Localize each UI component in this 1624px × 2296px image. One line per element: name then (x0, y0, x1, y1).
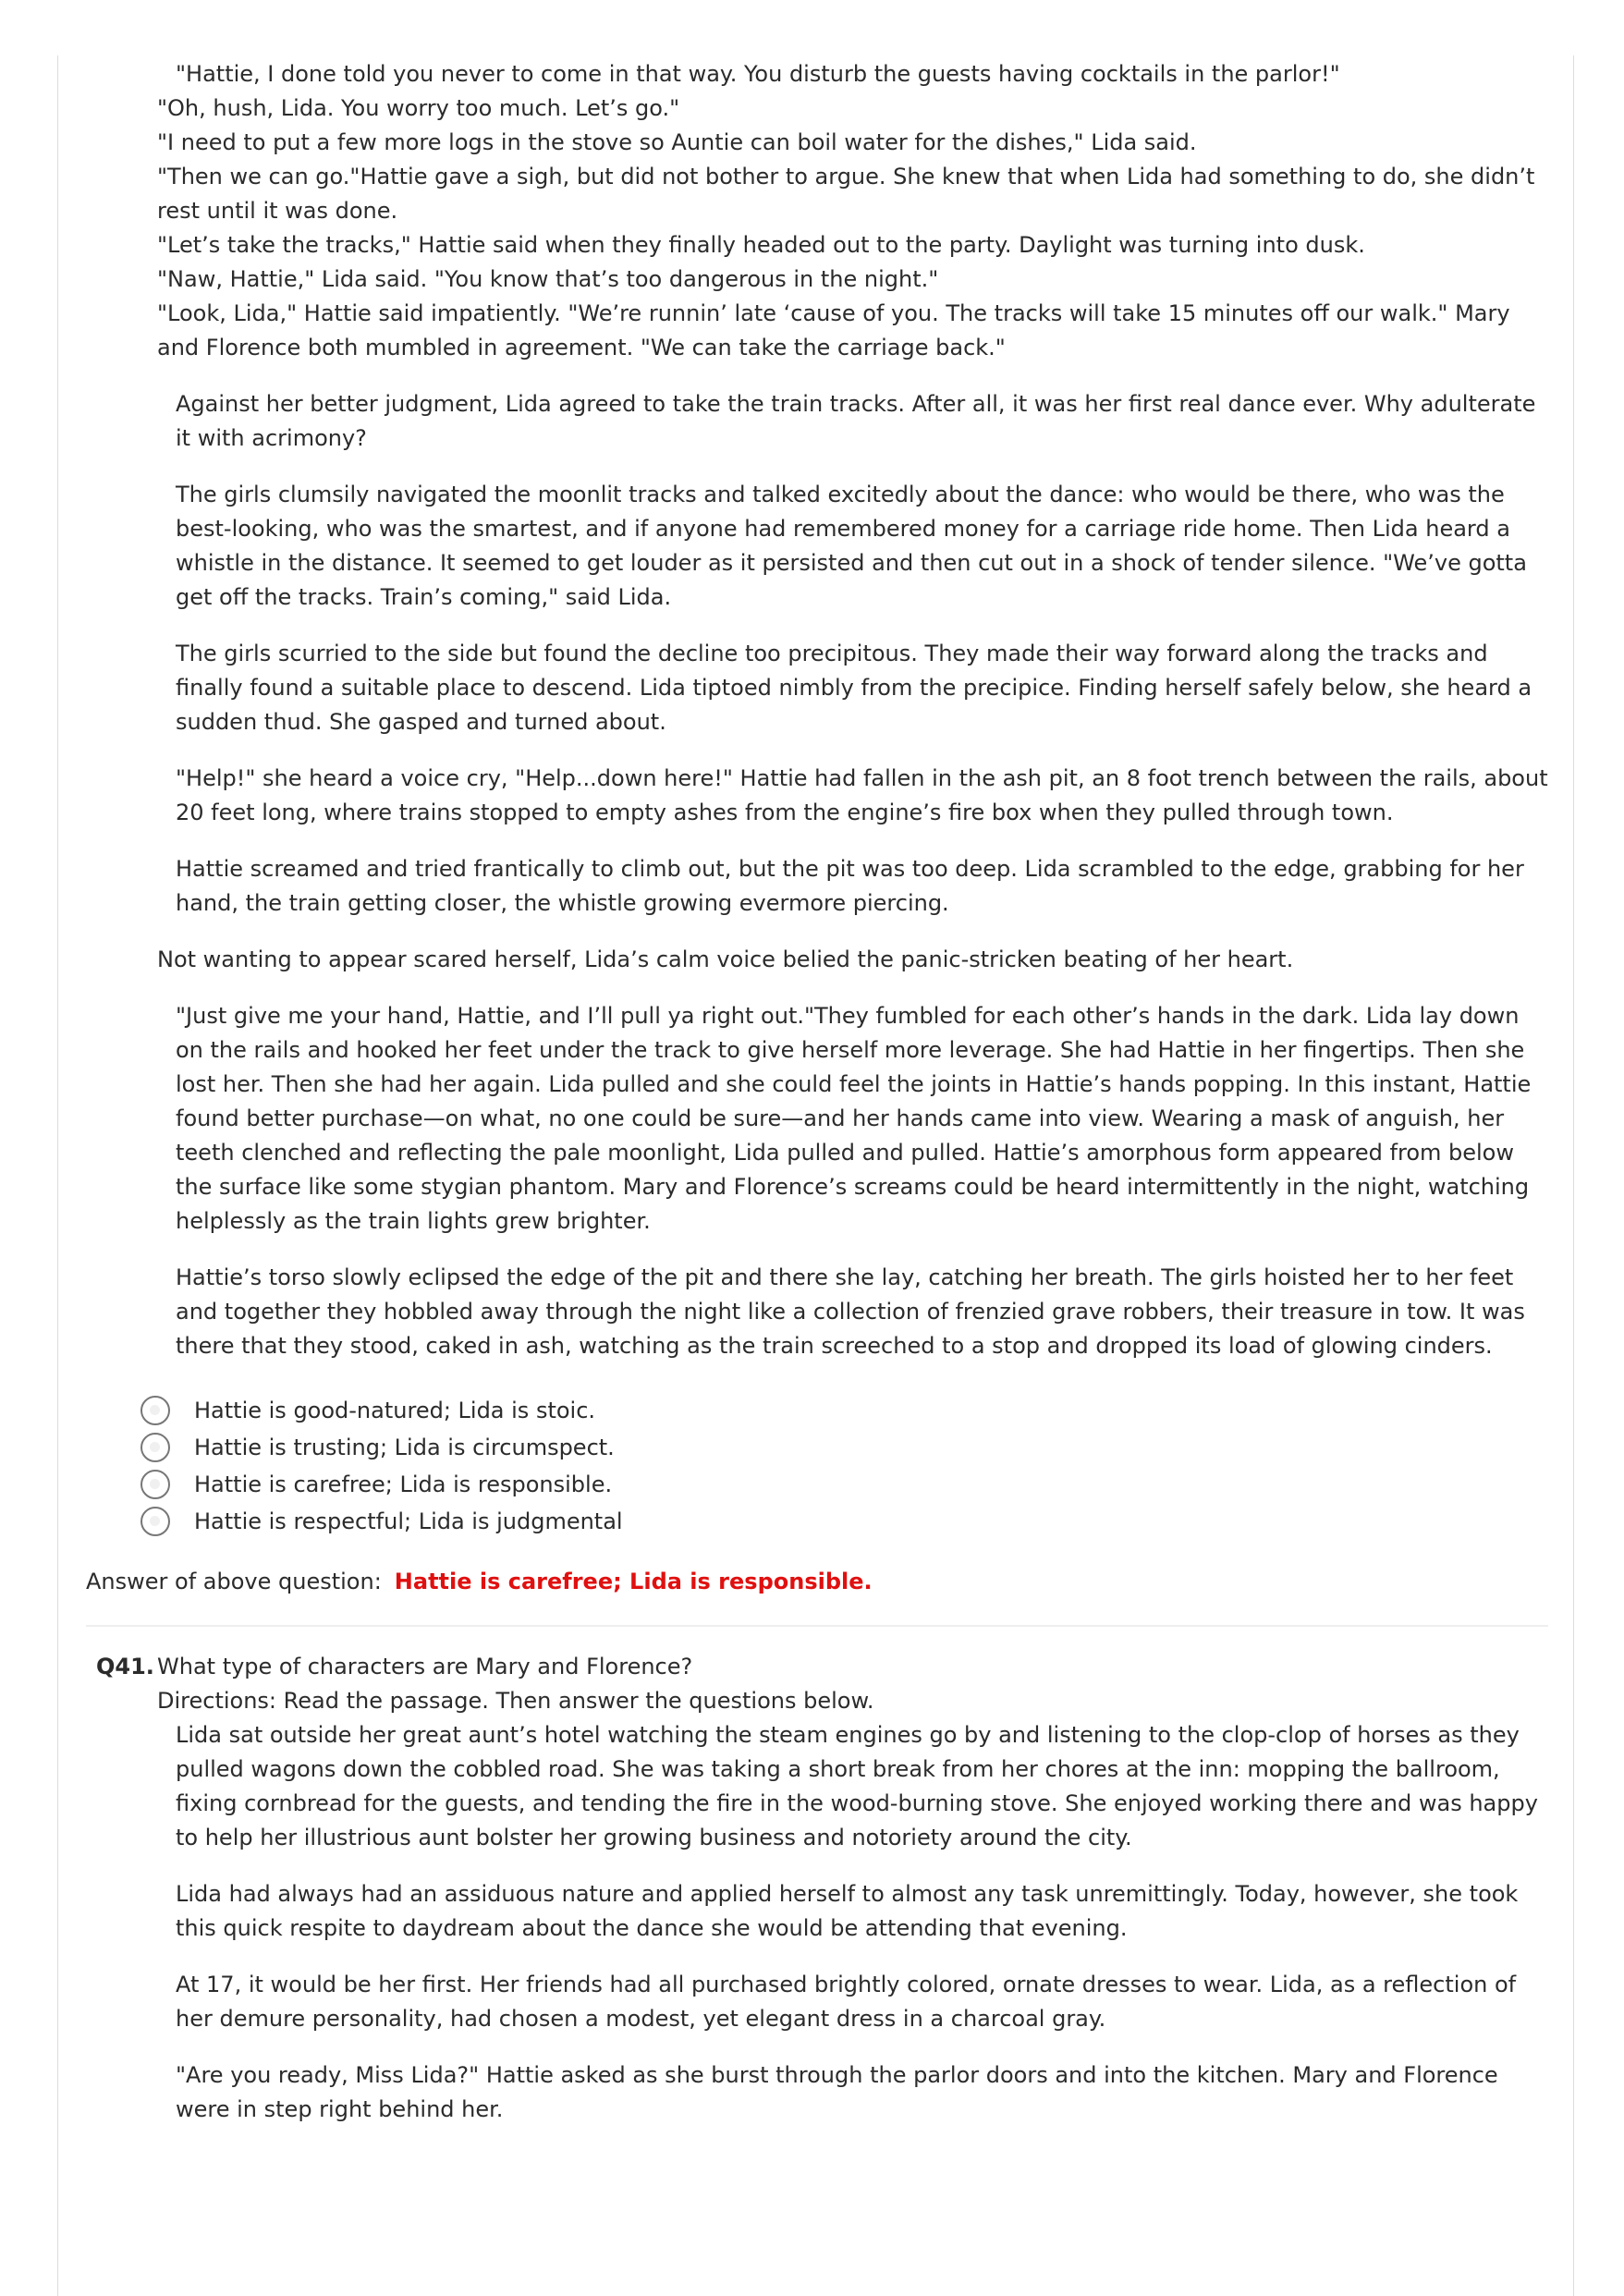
passage-paragraph: The girls clumsily navigated the moonlit tracks and talked excitedly about the dance: who would be there, who was the best-looking, who was the smartest, and if anyone had remembered money for a carriage ride home. Then Lida heard a whistle in the distance. It seemed to get louder as it persisted and then cut out in a shock of tender silence. "We’ve gotta get off the tracks. Train’s coming," said Lida. (176, 482, 1527, 610)
passage-paragraph: Against her better judgment, Lida agreed to take the train tracks. After all, it was her first real dance ever. Why adulterate it with acrimony? (176, 391, 1536, 451)
passage-paragraph: Hattie’s torso slowly eclipsed the edge of the pit and there she lay, catching her breath. The girls hoisted her to her feet and together they hobbled away through the night like a collection of frenzied grave robbers, their treasure in tow. It was there that they stood, caked in ash, watching as the train screeched to a stop and dropped its load of glowing cinders. (176, 1264, 1525, 1359)
dialogue-line: "Oh, hush, Lida. You worry too much. Let’s go." (157, 95, 680, 121)
radio-button[interactable] (140, 1470, 170, 1499)
question-text: What type of characters are Mary and Florence? (157, 1654, 693, 1679)
radio-button[interactable] (140, 1396, 170, 1425)
radio-button[interactable] (140, 1433, 170, 1462)
option-label: Hattie is trusting; Lida is circumspect. (194, 1435, 615, 1460)
option-label: Hattie is carefree; Lida is responsible. (194, 1472, 613, 1497)
option-label: Hattie is respectful; Lida is judgmental (194, 1508, 623, 1534)
dialogue-line: "I need to put a few more logs in the stove so Auntie can boil water for the dishes," Lida said. (157, 129, 1197, 155)
passage-paragraph: Lida had always had an assiduous nature and applied herself to almost any task unremittingly. Today, however, she took this quick respite to daydream about the dance she would be attending that evening. (176, 1881, 1519, 1941)
divider (86, 1625, 1548, 1627)
question-directions: Directions: Read the passage. Then answer the questions below. (157, 1688, 874, 1714)
dialogue-line: "Then we can go."Hattie gave a sigh, but did not bother to argue. She knew that when Lida had something to do, she didn’t rest until it was done. (157, 164, 1535, 224)
passage-paragraph: "Are you ready, Miss Lida?" Hattie asked as she burst through the parlor doors and into the kitchen. Mary and Florence were in step right behind her. (176, 2062, 1498, 2122)
passage-paragraph: At 17, it would be her first. Her friends had all purchased brightly colored, ornate dresses to wear. Lida, as a reflection of her demure personality, had chosen a modest, yet elegant dress in a charcoal gray. (176, 1972, 1517, 2032)
right-border-line (1573, 55, 1574, 2296)
passage-paragraph: The girls scurried to the side but found the decline too precipitous. They made their way forward along the tracks and finally found a suitable place to descend. Lida tiptoed nimbly from the precipice. Finding herself safely below, she heard a sudden thud. She gasped and turned about. (176, 641, 1532, 735)
dialogue-line: "Hattie, I done told you never to come in that way. You disturb the guests having cocktails in the parlor!" (176, 61, 1340, 87)
radio-button[interactable] (140, 1507, 170, 1536)
answer-value: Hattie is carefree; Lida is responsible. (394, 1569, 873, 1594)
passage-top (157, 57, 1548, 1386)
left-border-line (57, 55, 58, 2296)
dialogue-line: "Look, Lida," Hattie said impatiently. "We’re runnin’ late ‘cause of you. The tracks will take 15 minutes off our walk." Mary and Florence both mumbled in agreement. "We can take the carriage back." (157, 300, 1510, 360)
passage-paragraph: Not wanting to appear scared herself, Lida’s calm voice belied the panic-stricken beating of her heart. (157, 946, 1294, 972)
option-label: Hattie is good-natured; Lida is stoic. (194, 1398, 596, 1423)
passage-paragraph: "Just give me your hand, Hattie, and I’ll pull ya right out."They fumbled for each other’s hands in the dark. Lida lay down on the rails and hooked her feet under the track to give herself more leverage. She had Hattie in her fingertips. Then she lost her. Then she had her again. Lida pulled and she could feel the joints in Hattie’s hands popping. In this instant, Hattie found better purchase—on what, no one could be sure—and her hands came into view. Wearing a mask of anguish, her teeth clenched and reflecting the pale moonlight, Lida pulled and pulled. Hattie’s amorphous form appeared from below the surface like some stygian phantom. Mary and Florence’s screams could be heard intermittently in the night, watching helplessly as the train lights grew brighter. (176, 1003, 1532, 1234)
question-block (157, 1650, 1548, 2149)
answer-label: Answer of above question: (86, 1569, 382, 1594)
dialogue-line: "Let’s take the tracks," Hattie said when they finally headed out to the party. Daylight was turning into dusk. (157, 232, 1365, 258)
passage-paragraph: Lida sat outside her great aunt’s hotel watching the steam engines go by and listening to the clop-clop of horses as they pulled wagons down the cobbled road. She was taking a short break from her chores at the inn: mopping the ballroom, fixing cornbread for the guests, and tending the fire in the wood-burning stove. She enjoyed working there and was happy to help her illustrious aunt bolster her growing business and notoriety around the city. (176, 1722, 1538, 1850)
question-number: Q41. (96, 1654, 154, 1679)
passage-paragraph: "Help!" she heard a voice cry, "Help...down here!" Hattie had fallen in the ash pit, an 8 foot trench between the rails, about 20 feet long, where trains stopped to empty ashes from the engine’s fire box when they pulled through town. (176, 765, 1548, 825)
answer-line (86, 1565, 873, 1599)
dialogue-line: "Naw, Hattie," Lida said. "You know that’s too dangerous in the night." (157, 266, 939, 292)
passage-paragraph: Hattie screamed and tried frantically to climb out, but the pit was too deep. Lida scrambled to the edge, grabbing for her hand, the train getting closer, the whistle growing evermore piercing. (176, 856, 1524, 916)
